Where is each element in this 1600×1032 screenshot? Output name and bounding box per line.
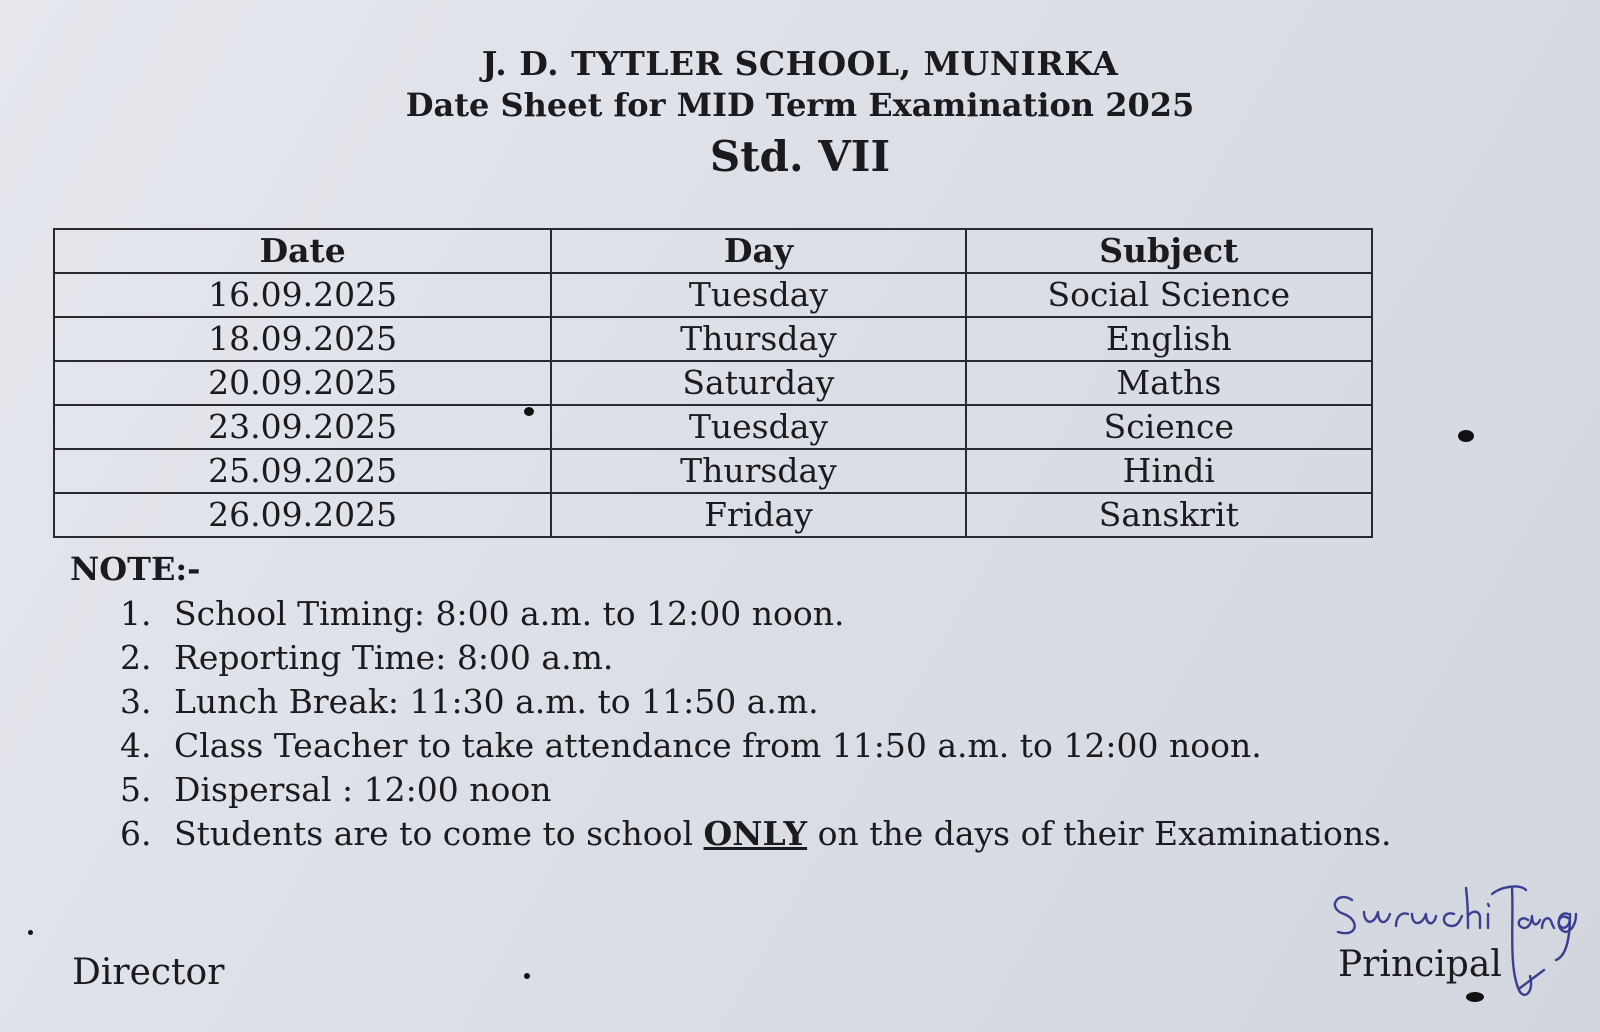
- table-row: [54, 405, 1372, 449]
- note-emphasis-only: ONLY: [703, 814, 808, 853]
- subject-cell: Science: [966, 405, 1372, 449]
- ink-spot: [1458, 430, 1474, 442]
- table-row: [54, 449, 1372, 493]
- note-item: [120, 592, 1392, 636]
- note-text-post: on the days of their Examinations.: [807, 814, 1392, 853]
- note-text: Class Teacher to take attendance from 11:50 a.m. to 12:00 noon.: [174, 726, 1262, 765]
- subject-cell: Hindi: [966, 449, 1372, 493]
- day-cell: Tuesday: [551, 273, 965, 317]
- subject-cell: Sanskrit: [966, 493, 1372, 537]
- date-cell: 23.09.2025: [54, 405, 551, 449]
- director-label: Director: [72, 952, 225, 993]
- date-cell: 26.09.2025: [54, 493, 551, 537]
- note-number: 2.: [120, 638, 152, 677]
- subject-cell: English: [966, 317, 1372, 361]
- note-item: [120, 636, 1392, 680]
- note-text: Lunch Break: 11:30 a.m. to 11:50 a.m.: [174, 682, 819, 721]
- note-number: 1.: [120, 594, 152, 633]
- class-label: Std. VII: [709, 132, 891, 181]
- column-header-day: Day: [551, 229, 965, 273]
- table-header-row: [54, 229, 1372, 273]
- day-cell: Thursday: [551, 449, 965, 493]
- note-item: [120, 812, 1392, 856]
- exam-date-table: [53, 228, 1373, 538]
- table-row: [54, 493, 1372, 537]
- day-cell: Friday: [551, 493, 965, 537]
- note-item: [120, 724, 1392, 768]
- column-header-date: Date: [54, 229, 551, 273]
- note-number: 5.: [120, 770, 152, 809]
- note-item: [120, 680, 1392, 724]
- date-cell: 25.09.2025: [54, 449, 551, 493]
- date-cell: 16.09.2025: [54, 273, 551, 317]
- note-number: 3.: [120, 682, 152, 721]
- day-cell: Saturday: [551, 361, 965, 405]
- note-text: Reporting Time: 8:00 a.m.: [174, 638, 614, 677]
- note-item: [120, 768, 1392, 812]
- ink-spot: [524, 407, 534, 416]
- subject-cell: Maths: [966, 361, 1372, 405]
- day-cell: Tuesday: [551, 405, 965, 449]
- table-row: [54, 317, 1372, 361]
- school-name: J. D. TYTLER SCHOOL, MUNIRKA: [481, 44, 1119, 83]
- note-text: Dispersal : 12:00 noon: [174, 770, 552, 809]
- document-title: Date Sheet for MID Term Examination 2025: [405, 86, 1195, 124]
- table-row: [54, 361, 1372, 405]
- date-cell: 18.09.2025: [54, 317, 551, 361]
- principal-label: Principal: [1338, 944, 1502, 985]
- column-header-subject: Subject: [966, 229, 1372, 273]
- ink-spot: [28, 930, 33, 935]
- day-cell: Thursday: [551, 317, 965, 361]
- note-heading: NOTE:-: [70, 550, 201, 588]
- note-text: School Timing: 8:00 a.m. to 12:00 noon.: [174, 594, 845, 633]
- principal-signature: [1330, 880, 1580, 1010]
- table-row: [54, 273, 1372, 317]
- date-cell: 20.09.2025: [54, 361, 551, 405]
- note-number: 4.: [120, 726, 152, 765]
- note-number: 6.: [120, 814, 152, 853]
- note-text-pre: Students are to come to school: [174, 814, 704, 853]
- ink-spot: [524, 973, 530, 979]
- ink-spot: [1466, 992, 1484, 1002]
- subject-cell: Social Science: [966, 273, 1372, 317]
- note-list: [120, 592, 1392, 856]
